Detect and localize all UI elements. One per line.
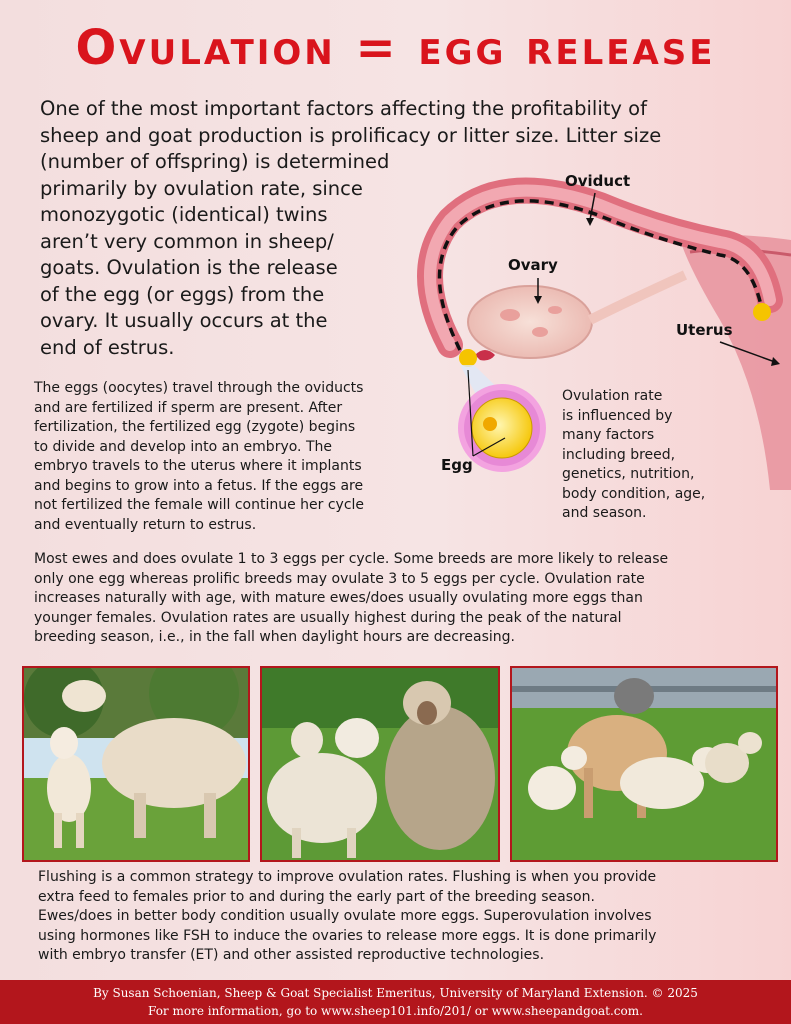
para-line: using hormones like FSH to induce the ovaries to release more eggs. It is done primarily [38,927,657,944]
ovary-shape [468,286,592,358]
para-line: only one egg whereas prolific breeds may ovulate 3 to 5 eggs per cycle. Ovulation rate [34,570,645,587]
ovulation-rate-note [562,387,742,524]
para-line: and are fertilized if sperm are present. After [34,399,343,416]
para-line: with embryo transfer (ET) and other assisted reproductive technologies. [38,947,545,963]
para-line: embryo travels to the uterus where it implants [34,458,362,474]
para-line: breeding season, i.e., in the fall when daylight hours are decreasing. [34,629,515,645]
ovulation-count-paragraph [34,550,764,648]
intro-line: aren’t very common in sheep/ [40,229,334,253]
para-line: Most ewes and does ovulate 1 to 3 eggs per cycle. Some breeds are more likely to release [34,551,669,567]
egg-dot [753,303,771,321]
para-line: increases naturally with age, with mature ewes/does usually ovulating more eggs than [34,590,643,606]
para-line: to divide and develop into an embryo. The [34,438,332,455]
note-line: body condition, age, [562,485,706,502]
para-line: extra feed to females prior to and during the early part of the breeding season. [38,888,595,905]
note-line: including breed, [562,446,676,463]
para-line: fertilization, the fertilized egg (zygote) begins [34,419,356,435]
egg-enlarged [472,398,532,458]
intro-line: sheep and goat production is prolificacy or litter size. Litter size [40,123,662,147]
footer [0,980,791,1024]
para-line: Flushing is a common strategy to improve ovulation rates. Flushing is when you provide [38,869,657,885]
egg-dot [459,349,477,367]
para-line: Ewes/does in better body condition usually ovulate more eggs. Superovulation involves [38,908,652,924]
intro-line: ovary. It usually occurs at the [40,309,328,332]
footer-links: For more information, go to www.sheep101.info/201/ or www.sheepandgoat.com. [148,1004,643,1018]
note-line: Ovulation rate [562,388,663,404]
page-title: Ovulation = egg release [75,20,716,76]
para-line: and eventually return to estrus. [34,516,257,533]
note-line: genetics, nutrition, [562,466,695,482]
intro-line: end of estrus. [40,335,175,359]
note-line: is influenced by [562,407,673,424]
intro-line: of the egg (or eggs) from the [40,282,325,306]
uterus-label: Uterus [676,321,733,339]
photo-ewe-with-three-lambs [510,666,778,862]
oviduct-label: Oviduct [565,172,631,190]
footer-credit: By Susan Schoenian, Sheep & Goat Specialist Emeritus, University of Maryland Extension. © 2025 [93,986,698,1000]
para-line: The eggs (oocytes) travel through the oviducts [34,380,364,396]
intro-line: goats. Ovulation is the release [40,256,338,279]
para-line: younger females. Ovulation rates are usually highest during the peak of the natural [34,609,622,626]
ovary-label: Ovary [508,256,558,274]
egg-label: Egg [441,456,473,474]
fertilization-paragraph [34,379,419,535]
intro-line: (number of offspring) is determined [40,150,390,173]
note-line: many factors [562,427,655,443]
intro-line: primarily by ovulation rate, since [40,176,363,200]
photo-ewe-with-lamb [22,666,250,862]
intro-line: One of the most important factors affecting the profitability of [40,97,647,120]
intro-line: monozygotic (identical) twins [40,203,328,226]
photo-ewe-with-lambs [260,666,500,862]
flushing-paragraph [38,868,768,966]
note-line: and season. [562,505,647,521]
para-line: and begins to grow into a fetus. If the eggs are [34,477,364,494]
para-line: not fertilized the female will continue her cycle [34,497,365,513]
